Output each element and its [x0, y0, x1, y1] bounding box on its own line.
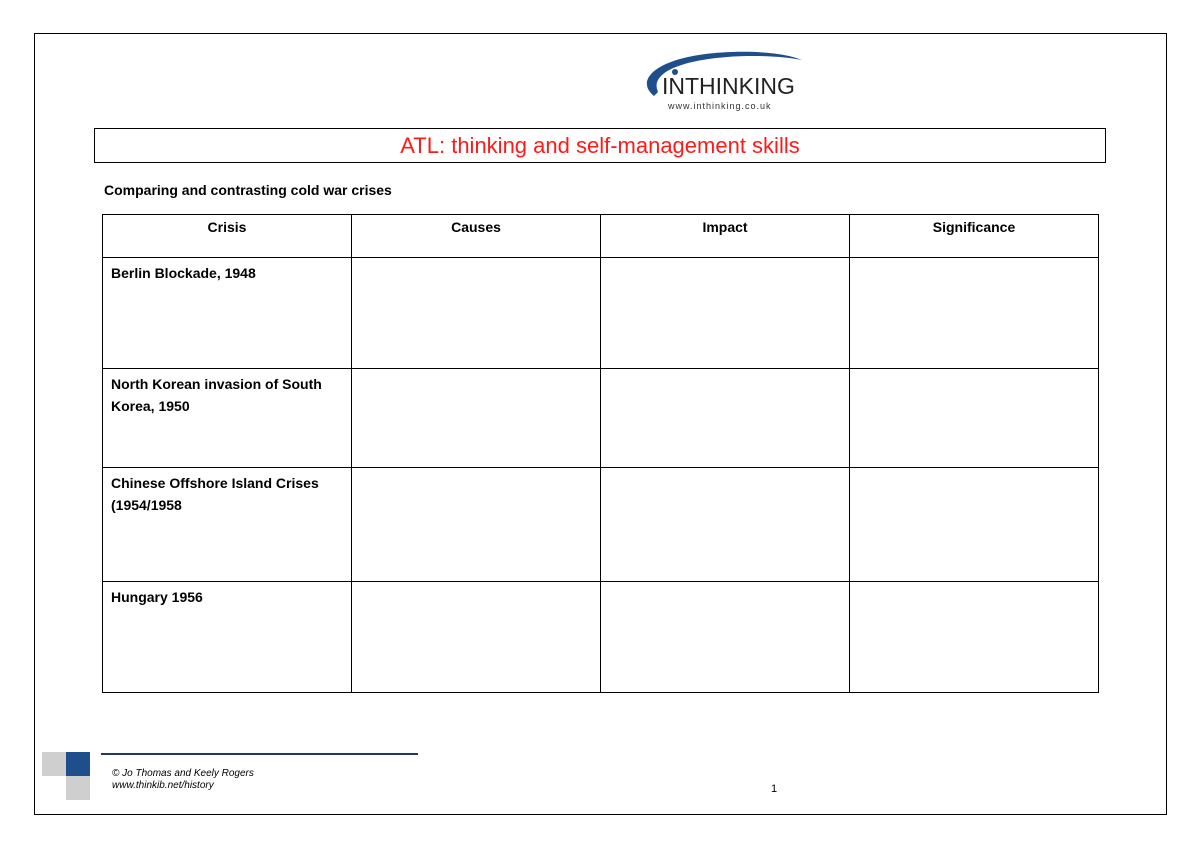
cell-significance[interactable] [850, 468, 1099, 582]
logo-wordmark: INTHINKING [662, 73, 795, 99]
table-row [103, 582, 1099, 693]
logo-url: www.inthinking.co.uk [668, 101, 772, 111]
page-number: 1 [771, 783, 778, 795]
cell-impact[interactable] [601, 258, 850, 369]
header-crisis: Crisis [103, 215, 352, 258]
cell-crisis: Chinese Offshore Island Crises (1954/1958 [103, 468, 352, 582]
footer-copyright: © Jo Thomas and Keely Rogers [112, 768, 254, 779]
footer-divider [101, 753, 418, 755]
crisis-table [102, 214, 1099, 693]
table-header-row [103, 215, 1099, 258]
cell-causes[interactable] [352, 258, 601, 369]
cell-crisis: Berlin Blockade, 1948 [103, 258, 352, 369]
cell-causes[interactable] [352, 582, 601, 693]
cell-causes[interactable] [352, 369, 601, 468]
page-title: ATL: thinking and self-management skills [400, 132, 800, 158]
footer-website: www.thinkib.net/history [112, 780, 214, 791]
cell-crisis: North Korean invasion of South Korea, 1950 [103, 369, 352, 468]
cell-causes[interactable] [352, 468, 601, 582]
title-box [94, 128, 1106, 163]
table-row [103, 468, 1099, 582]
header-causes: Causes [352, 215, 601, 258]
cell-significance[interactable] [850, 369, 1099, 468]
footer-credit [112, 768, 254, 792]
table-row [103, 369, 1099, 468]
header-significance: Significance [850, 215, 1099, 258]
cell-impact[interactable] [601, 468, 850, 582]
inthinking-logo [632, 48, 804, 112]
page-subtitle: Comparing and contrasting cold war crises [104, 182, 392, 198]
cell-impact[interactable] [601, 582, 850, 693]
header-impact: Impact [601, 215, 850, 258]
cell-crisis: Hungary 1956 [103, 582, 352, 693]
cell-significance[interactable] [850, 258, 1099, 369]
table-row [103, 258, 1099, 369]
cell-significance[interactable] [850, 582, 1099, 693]
cell-impact[interactable] [601, 369, 850, 468]
